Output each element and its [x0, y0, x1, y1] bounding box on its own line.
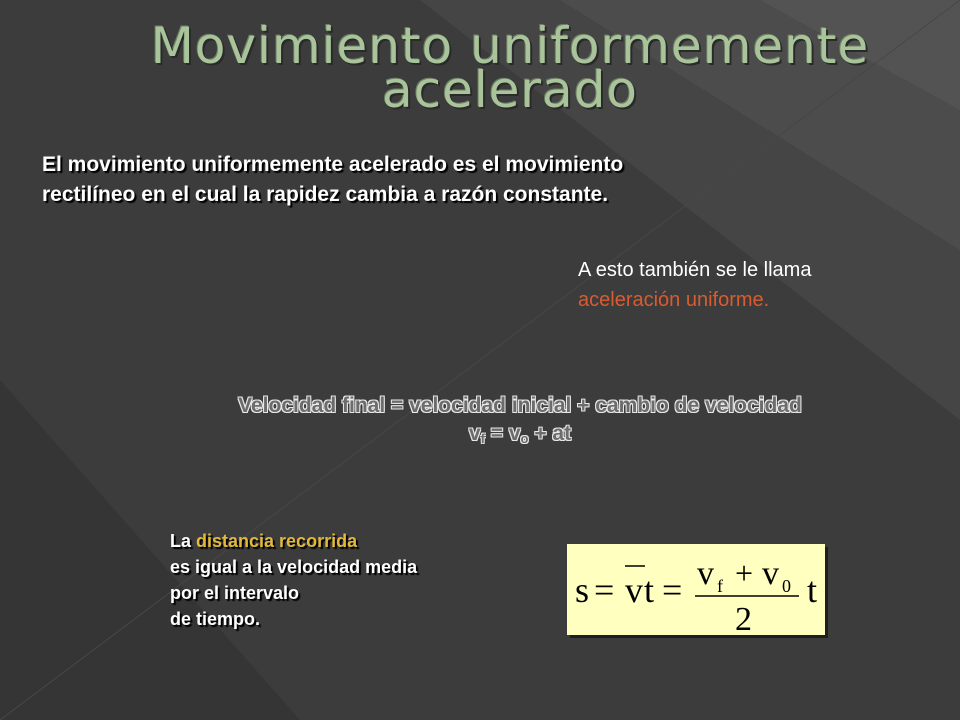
formula-v: v [468, 422, 481, 445]
distance-line-4: de tiempo. [170, 609, 261, 629]
formula-line-1: Velocidad final = velocidad inicial + cambio de velocidad [238, 394, 802, 417]
eq-denominator: 2 [735, 601, 752, 635]
formula-sub-o: o [520, 431, 529, 446]
intro-paragraph [42, 150, 842, 210]
velocity-formula [160, 392, 880, 453]
equation-box [567, 544, 825, 635]
eq-num-v1: v [697, 555, 714, 592]
note-text [578, 255, 811, 315]
eq-num-sub-0: 0 [782, 576, 791, 596]
title-line-2: acelerado [381, 61, 639, 119]
eq-vbar: v [625, 570, 643, 610]
formula-sub-f: f [480, 431, 485, 446]
intro-line-2: rectilíneo en el cual la rapidez cambia a razón constante. [42, 183, 609, 206]
title-line-1: Movimiento uniformemente [150, 17, 870, 75]
distance-paragraph [170, 528, 417, 632]
eq-equals-2: = [662, 570, 683, 610]
intro-line-1: El movimiento uniformemente acelerado es el movimiento [42, 153, 624, 176]
eq-t-1: t [644, 570, 655, 610]
eq-t-2: t [807, 570, 818, 610]
distance-prefix: La [170, 531, 197, 551]
formula-tail: + at [528, 422, 572, 445]
distance-line-1 [170, 528, 417, 554]
distance-equation [567, 544, 825, 635]
eq-num-plus: + [735, 555, 754, 591]
eq-num-v2: v [762, 555, 779, 592]
formula-line-2 [160, 420, 880, 453]
distance-line-3: por el intervalo [170, 583, 300, 603]
formula-equals: = v [484, 422, 521, 445]
slide-title [100, 17, 920, 119]
eq-equals-1: = [594, 570, 615, 610]
note-line-1: A esto también se le llama [578, 259, 812, 281]
eq-num-sub-f: f [717, 576, 723, 596]
eq-s: s [575, 570, 590, 610]
distance-highlight: distancia recorrida [196, 531, 358, 551]
note-line-2: aceleración uniforme. [578, 289, 770, 311]
distance-line-2: es igual a la velocidad media [170, 557, 418, 577]
